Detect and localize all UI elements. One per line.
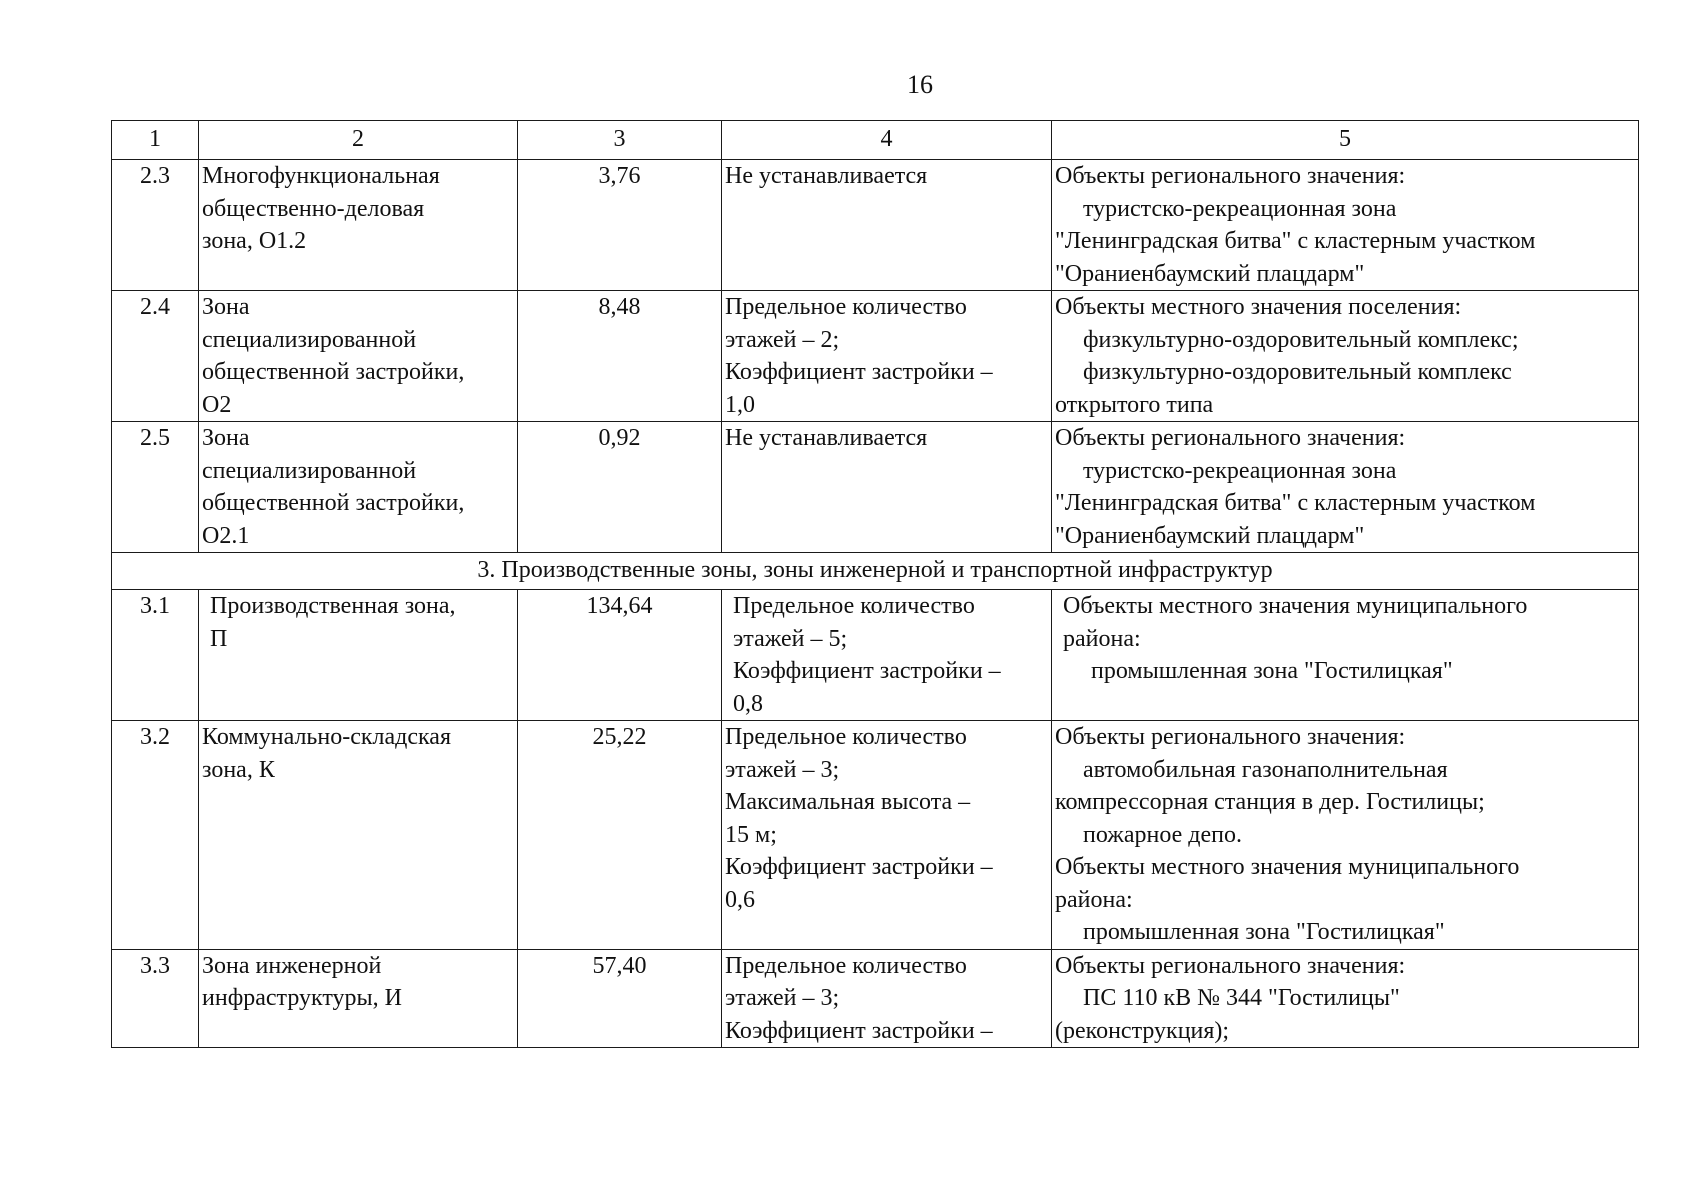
zone-name-line: О2 xyxy=(202,391,232,418)
zone-limits-line: этажей – 3; xyxy=(725,756,840,783)
zone-objects-cell xyxy=(1052,949,1639,1048)
zone-objects-line: пожарное депо. xyxy=(1083,821,1242,848)
zone-name-cell xyxy=(199,160,518,291)
zone-objects-line: Объекты местного значения муниципального xyxy=(1055,854,1520,880)
table-row xyxy=(112,291,1639,422)
zone-objects-line: (реконструкция); xyxy=(1055,1017,1230,1044)
zone-objects-line: Объекты регионального значения: xyxy=(1055,425,1406,451)
zone-objects-line: открытого типа xyxy=(1055,391,1214,418)
zone-name-line: Производственная зона, xyxy=(210,593,456,619)
zone-number: 3.1 xyxy=(140,593,170,619)
zone-limits-line: 0,8 xyxy=(733,690,763,717)
zone-objects-line: туристско-рекреационная зона xyxy=(1083,195,1397,222)
zone-name-cell xyxy=(199,291,518,422)
zone-number: 2.4 xyxy=(140,294,170,320)
zone-objects-line: промышленная зона "Гостилицкая" xyxy=(1091,658,1453,684)
zone-area: 57,40 xyxy=(592,952,647,979)
zone-limits-line: Максимальная высота – xyxy=(725,789,971,815)
zone-name-line: инфраструктуры, И xyxy=(202,985,402,1011)
zone-limits-line: 1,0 xyxy=(725,391,755,418)
zone-number: 2.3 xyxy=(140,163,170,189)
section-row xyxy=(112,553,1639,590)
zone-limits-line: этажей – 3; xyxy=(725,985,840,1011)
zone-name-line: общественной застройки, xyxy=(202,359,465,385)
zone-limits-cell xyxy=(722,721,1052,950)
zone-area: 0,92 xyxy=(598,425,641,451)
zone-limits-cell xyxy=(722,422,1052,553)
zone-name-line: зона, К xyxy=(202,756,275,783)
table-row xyxy=(112,422,1639,553)
header-cell-2: 2 xyxy=(199,121,518,160)
zone-objects-line: промышленная зона "Гостилицкая" xyxy=(1083,919,1445,945)
zone-number-cell xyxy=(112,422,199,553)
table-header-row xyxy=(112,121,1639,160)
zone-area-cell xyxy=(518,422,722,553)
zone-number-cell xyxy=(112,590,199,721)
zone-limits-line: Коэффициент застройки – xyxy=(725,854,993,880)
zone-limits-cell xyxy=(722,160,1052,291)
zone-limits-line: Не устанавливается xyxy=(725,425,928,451)
zone-area: 8,48 xyxy=(598,294,641,320)
zone-objects-line: района: xyxy=(1055,886,1133,913)
zone-number: 3.3 xyxy=(140,952,170,979)
zone-objects-line: Объекты регионального значения: xyxy=(1055,952,1406,979)
zone-number: 3.2 xyxy=(140,724,170,750)
zone-area-cell xyxy=(518,949,722,1048)
zone-objects-line: туристско-рекреационная зона xyxy=(1083,457,1397,484)
table-row xyxy=(112,160,1639,291)
header-cell-3: 3 xyxy=(518,121,722,160)
zone-area: 3,76 xyxy=(598,163,641,189)
zone-limits-line: Предельное количество xyxy=(725,294,967,320)
table-row xyxy=(112,949,1639,1048)
zone-limits-line: Предельное количество xyxy=(733,593,975,619)
zone-number-cell xyxy=(112,291,199,422)
zone-name-line: специализированной xyxy=(202,326,417,353)
zone-objects-line: "Ораниенбаумский плацдарм" xyxy=(1055,260,1365,287)
table-row xyxy=(112,721,1639,950)
zone-name-cell xyxy=(199,949,518,1048)
zone-number-cell xyxy=(112,721,199,950)
section-title: 3. Производственные зоны, зоны инженерной и транспортной инфраструктур xyxy=(112,553,1639,590)
zone-objects-cell xyxy=(1052,422,1639,553)
zones-table xyxy=(111,120,1639,1048)
zone-objects-line: "Ораниенбаумский плацдарм" xyxy=(1055,522,1365,549)
zone-limits-line: Коэффициент застройки – xyxy=(725,359,993,385)
zone-objects-line: компрессорная станция в дер. Гостилицы; xyxy=(1055,789,1485,815)
zone-objects-line: Объекты регионального значения: xyxy=(1055,724,1406,750)
zone-area: 134,64 xyxy=(586,593,653,619)
zone-area-cell xyxy=(518,160,722,291)
zone-objects-cell xyxy=(1052,291,1639,422)
zone-name-line: О2.1 xyxy=(202,522,250,549)
zone-limits-line: 0,6 xyxy=(725,886,755,913)
zone-objects-cell xyxy=(1052,721,1639,950)
page-number: 16 xyxy=(907,70,933,99)
zone-name-cell xyxy=(199,721,518,950)
zone-number: 2.5 xyxy=(140,425,170,451)
zone-limits-cell xyxy=(722,291,1052,422)
zone-limits-line: этажей – 2; xyxy=(725,326,840,353)
header-cell-5: 5 xyxy=(1052,121,1639,160)
zone-name-line: Зона инженерной xyxy=(202,952,382,979)
zone-objects-line: автомобильная газонаполнительная xyxy=(1083,756,1448,783)
zone-name-cell xyxy=(199,422,518,553)
zone-objects-line: Объекты регионального значения: xyxy=(1055,163,1406,189)
zone-name-line: Многофункциональная xyxy=(202,163,440,189)
zone-name-line: П xyxy=(210,625,228,652)
zone-objects-cell xyxy=(1052,590,1639,721)
zone-limits-cell xyxy=(722,590,1052,721)
zone-name-line: Зона xyxy=(202,425,250,451)
zone-number-cell xyxy=(112,160,199,291)
zone-number-cell xyxy=(112,949,199,1048)
zone-area-cell xyxy=(518,590,722,721)
zone-objects-line: ПС 110 кВ № 344 "Гостилицы" xyxy=(1083,985,1400,1011)
zone-area-cell xyxy=(518,721,722,950)
zone-objects-line: физкультурно-оздоровительный комплекс xyxy=(1083,359,1512,385)
zone-objects-line: района: xyxy=(1063,625,1141,652)
header-cell-4: 4 xyxy=(722,121,1052,160)
zone-limits-line: 15 м; xyxy=(725,821,777,848)
zone-limits-line: Предельное количество xyxy=(725,724,967,750)
zone-name-line: зона, О1.2 xyxy=(202,228,307,254)
zone-name-cell xyxy=(199,590,518,721)
zone-objects-line: физкультурно-оздоровительный комплекс; xyxy=(1083,326,1519,353)
zone-objects-line: Объекты местного значения муниципального xyxy=(1063,593,1528,619)
zone-name-line: Коммунально-складская xyxy=(202,724,451,750)
header-cell-1: 1 xyxy=(112,121,199,160)
zone-limits-line: этажей – 5; xyxy=(733,625,848,652)
zone-name-line: общественной застройки, xyxy=(202,490,465,516)
zone-limits-cell xyxy=(722,949,1052,1048)
zone-area: 25,22 xyxy=(592,724,647,750)
zone-name-line: общественно-деловая xyxy=(202,195,425,222)
zone-limits-line: Коэффициент застройки – xyxy=(733,658,1001,684)
zone-area-cell xyxy=(518,291,722,422)
zone-objects-line: "Ленинградская битва" с кластерным участком xyxy=(1055,228,1536,254)
zones-table-body xyxy=(112,121,1639,1048)
zone-name-line: специализированной xyxy=(202,457,417,484)
table-row xyxy=(112,590,1639,721)
zone-name-line: Зона xyxy=(202,294,250,320)
zone-objects-line: Объекты местного значения поселения: xyxy=(1055,294,1462,320)
zone-objects-line: "Ленинградская битва" с кластерным участком xyxy=(1055,490,1536,516)
zone-limits-line: Предельное количество xyxy=(725,952,967,979)
zone-objects-cell xyxy=(1052,160,1639,291)
zone-limits-line: Не устанавливается xyxy=(725,163,928,189)
zone-limits-line: Коэффициент застройки – xyxy=(725,1017,993,1044)
